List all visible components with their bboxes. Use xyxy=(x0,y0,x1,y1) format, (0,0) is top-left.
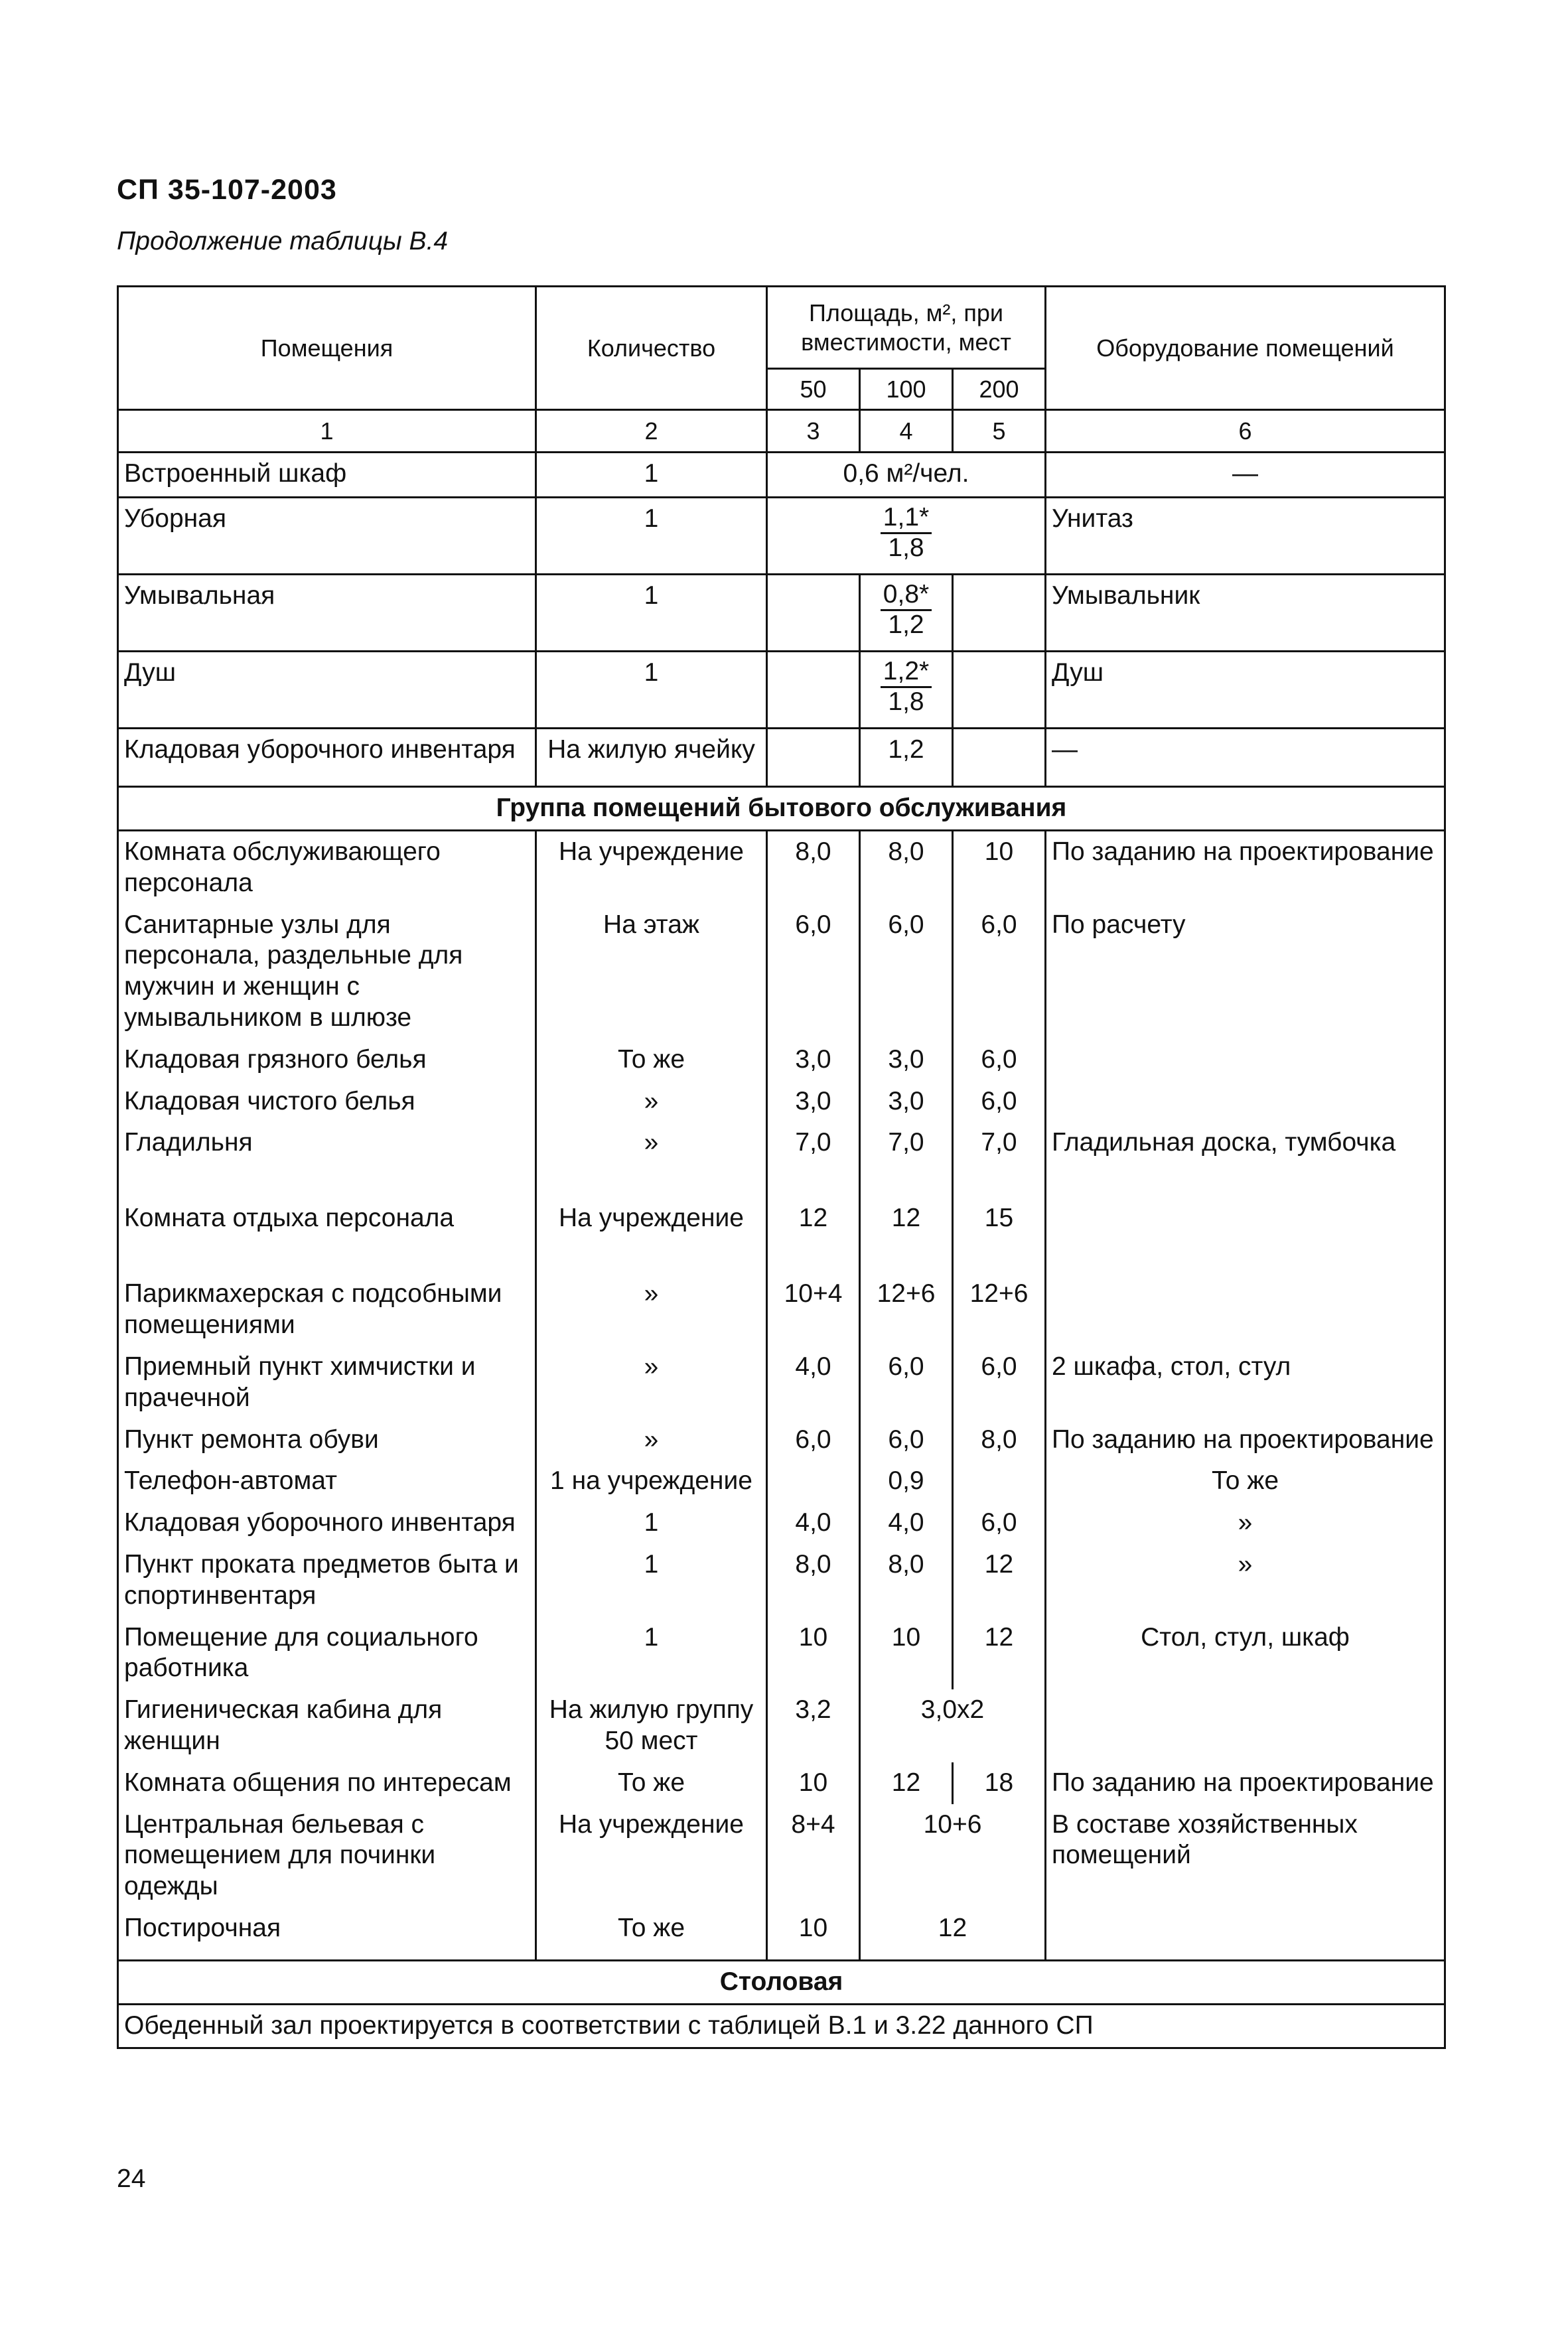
area-200 xyxy=(953,652,1046,729)
table-row xyxy=(118,1908,1445,1961)
column-number: 1 xyxy=(118,410,536,453)
table-row xyxy=(118,453,1445,498)
area-fraction xyxy=(881,504,932,563)
room-name: Комната обслуживающего персонала xyxy=(118,830,536,904)
room-equipment xyxy=(1046,1198,1445,1273)
table-row xyxy=(118,1419,1445,1461)
room-quantity: То же xyxy=(536,1762,767,1804)
room-quantity: 1 xyxy=(536,652,767,729)
area-200: 6,0 xyxy=(953,904,1046,1039)
header-capacity-200: 200 xyxy=(953,369,1046,410)
room-name: Встроенный шкаф xyxy=(118,453,536,498)
area-50 xyxy=(767,575,860,652)
group-header xyxy=(118,787,1445,831)
header-capacity-100: 100 xyxy=(860,369,953,410)
room-quantity: » xyxy=(536,1346,767,1419)
area-200: 15 xyxy=(953,1198,1046,1273)
room-equipment: Умывальник xyxy=(1046,575,1445,652)
table-row xyxy=(118,652,1445,729)
area-200: 6,0 xyxy=(953,1081,1046,1123)
area-100: 12 xyxy=(860,1762,953,1804)
room-equipment: По заданию на проектирование xyxy=(1046,1762,1445,1804)
area-50: 8,0 xyxy=(767,830,860,904)
room-name: Санитарные узлы для персонала, раздельные для мужчин и женщин с умывальником в шлюзе xyxy=(118,904,536,1039)
room-name: Центральная бельевая с помещением для починки одежды xyxy=(118,1804,536,1908)
table-row xyxy=(118,1804,1445,1908)
group-title: Группа помещений бытового обслуживания xyxy=(118,787,1445,831)
area-50: 3,2 xyxy=(767,1689,860,1762)
area-100: 6,0 xyxy=(860,1419,953,1461)
room-equipment xyxy=(1046,1039,1445,1081)
room-equipment xyxy=(1046,1081,1445,1123)
area-100: 6,0 xyxy=(860,1346,953,1419)
room-quantity: То же xyxy=(536,1908,767,1961)
room-name: Гигиеническая кабина для женщин xyxy=(118,1689,536,1762)
room-name: Помещение для социального работника xyxy=(118,1617,536,1690)
room-quantity: 1 xyxy=(536,1502,767,1544)
area-100: 7,0 xyxy=(860,1122,953,1198)
rooms-table xyxy=(117,285,1446,2049)
canteen-note-row xyxy=(118,2005,1445,2048)
header-equipment: Оборудование помещений xyxy=(1046,287,1445,410)
fraction-denominator: 1,8 xyxy=(888,533,924,563)
room-equipment: По расчету xyxy=(1046,904,1445,1039)
room-quantity: 1 xyxy=(536,1617,767,1690)
fraction-numerator: 1,2* xyxy=(881,658,932,688)
room-name: Пункт ремонта обуви xyxy=(118,1419,536,1461)
room-name: Комната отдыха персонала xyxy=(118,1198,536,1273)
area-100: 8,0 xyxy=(860,1544,953,1617)
room-equipment: То же xyxy=(1046,1460,1445,1502)
room-equipment xyxy=(1046,1689,1445,1762)
room-quantity: 1 xyxy=(536,453,767,498)
room-name: Постирочная xyxy=(118,1908,536,1961)
room-area: 0,6 м²/чел. xyxy=(767,453,1046,498)
room-quantity: На этаж xyxy=(536,904,767,1039)
table-row xyxy=(118,1762,1445,1804)
room-quantity: » xyxy=(536,1419,767,1461)
area-100-200: 12 xyxy=(860,1908,1046,1961)
table-row xyxy=(118,1544,1445,1617)
room-name: Пункт проката предметов быта и спортинвентаря xyxy=(118,1544,536,1617)
room-name: Парикмахерская с подсобными помещениями xyxy=(118,1273,536,1346)
fraction-numerator: 1,1* xyxy=(881,504,932,534)
room-quantity: » xyxy=(536,1122,767,1198)
room-name: Умывальная xyxy=(118,575,536,652)
room-equipment: » xyxy=(1046,1502,1445,1544)
area-50: 7,0 xyxy=(767,1122,860,1198)
room-name: Гладильня xyxy=(118,1122,536,1198)
table-row xyxy=(118,575,1445,652)
header-quantity: Количество xyxy=(536,287,767,410)
fraction-denominator: 1,8 xyxy=(888,687,924,717)
room-name: Уборная xyxy=(118,498,536,575)
area-200: 12+6 xyxy=(953,1273,1046,1346)
room-quantity: 1 xyxy=(536,498,767,575)
room-equipment: Унитаз xyxy=(1046,498,1445,575)
header-rooms: Помещения xyxy=(118,287,536,410)
area-50 xyxy=(767,729,860,787)
column-number: 6 xyxy=(1046,410,1445,453)
fraction-denominator: 1,2 xyxy=(888,610,924,640)
room-name: Комната общения по интересам xyxy=(118,1762,536,1804)
area-50: 8,0 xyxy=(767,1544,860,1617)
area-50: 10+4 xyxy=(767,1273,860,1346)
area-200: 6,0 xyxy=(953,1502,1046,1544)
area-200: 18 xyxy=(953,1762,1046,1804)
table-row xyxy=(118,1502,1445,1544)
area-100: 10 xyxy=(860,1617,953,1690)
area-200: 7,0 xyxy=(953,1122,1046,1198)
canteen-header xyxy=(118,1961,1445,2005)
column-number: 2 xyxy=(536,410,767,453)
area-100: 4,0 xyxy=(860,1502,953,1544)
area-100: 3,0 xyxy=(860,1039,953,1081)
table-row xyxy=(118,1198,1445,1273)
column-number: 4 xyxy=(860,410,953,453)
area-200 xyxy=(953,729,1046,787)
area-50: 10 xyxy=(767,1617,860,1690)
table-row xyxy=(118,1346,1445,1419)
room-equipment: Душ xyxy=(1046,652,1445,729)
area-50: 12 xyxy=(767,1198,860,1273)
page-number: 24 xyxy=(117,2164,146,2193)
table-row xyxy=(118,904,1445,1039)
room-quantity: На учреждение xyxy=(536,1804,767,1908)
room-equipment: По заданию на проектирование xyxy=(1046,830,1445,904)
table-row xyxy=(118,1460,1445,1502)
table-row xyxy=(118,830,1445,904)
room-equipment: Стол, стул, шкаф xyxy=(1046,1617,1445,1690)
area-100 xyxy=(860,575,953,652)
room-name: Кладовая уборочного инвентаря xyxy=(118,729,536,787)
area-50: 4,0 xyxy=(767,1346,860,1419)
table-row xyxy=(118,1039,1445,1081)
room-quantity: То же xyxy=(536,1039,767,1081)
area-200 xyxy=(953,575,1046,652)
room-quantity: На жилую ячейку xyxy=(536,729,767,787)
area-200 xyxy=(953,1460,1046,1502)
room-quantity: 1 xyxy=(536,1544,767,1617)
area-100: 12+6 xyxy=(860,1273,953,1346)
table-row xyxy=(118,1273,1445,1346)
area-50 xyxy=(767,1460,860,1502)
area-100: 1,2 xyxy=(860,729,953,787)
canteen-note: Обеденный зал проектируется в соответствии с таблицей В.1 и 3.22 данного СП xyxy=(118,2005,1445,2048)
area-100: 0,9 xyxy=(860,1460,953,1502)
canteen-title: Столовая xyxy=(118,1961,1445,2005)
room-equipment: В составе хозяйственных помещений xyxy=(1046,1804,1445,1908)
room-name: Приемный пункт химчистки и прачечной xyxy=(118,1346,536,1419)
area-fraction xyxy=(881,658,932,717)
room-equipment: Гладильная доска, тумбочка xyxy=(1046,1122,1445,1198)
area-100-200: 10+6 xyxy=(860,1804,1046,1908)
area-200: 12 xyxy=(953,1544,1046,1617)
area-50: 10 xyxy=(767,1762,860,1804)
table-row xyxy=(118,1689,1445,1762)
table-row xyxy=(118,1081,1445,1123)
table-row xyxy=(118,1122,1445,1198)
room-name: Кладовая уборочного инвентаря xyxy=(118,1502,536,1544)
room-name: Кладовая чистого белья xyxy=(118,1081,536,1123)
area-50: 6,0 xyxy=(767,1419,860,1461)
room-equipment: — xyxy=(1046,453,1445,498)
area-50: 8+4 xyxy=(767,1804,860,1908)
room-equipment xyxy=(1046,1273,1445,1346)
area-fraction xyxy=(881,581,932,640)
area-200: 8,0 xyxy=(953,1419,1046,1461)
document-code: СП 35-107-2003 xyxy=(117,174,337,206)
table-row xyxy=(118,1617,1445,1690)
area-200: 12 xyxy=(953,1617,1046,1690)
room-quantity: » xyxy=(536,1273,767,1346)
room-quantity: На учреждение xyxy=(536,1198,767,1273)
room-equipment xyxy=(1046,1908,1445,1961)
area-50: 6,0 xyxy=(767,904,860,1039)
room-quantity: На жилую группу 50 мест xyxy=(536,1689,767,1762)
area-50: 4,0 xyxy=(767,1502,860,1544)
room-equipment: » xyxy=(1046,1544,1445,1617)
room-equipment: 2 шкафа, стол, стул xyxy=(1046,1346,1445,1419)
room-quantity: 1 xyxy=(536,575,767,652)
table-caption: Продолжение таблицы В.4 xyxy=(117,227,449,255)
area-100: 3,0 xyxy=(860,1081,953,1123)
area-100 xyxy=(860,652,953,729)
room-name: Душ xyxy=(118,652,536,729)
column-number: 5 xyxy=(953,410,1046,453)
table-row xyxy=(118,498,1445,575)
room-name: Кладовая грязного белья xyxy=(118,1039,536,1081)
header-capacity-50: 50 xyxy=(767,369,860,410)
area-50 xyxy=(767,652,860,729)
area-100: 6,0 xyxy=(860,904,953,1039)
room-equipment: По заданию на проектирование xyxy=(1046,1419,1445,1461)
area-50: 3,0 xyxy=(767,1039,860,1081)
area-200: 10 xyxy=(953,830,1046,904)
area-100-200: 3,0х2 xyxy=(860,1689,1046,1762)
room-quantity: На учреждение xyxy=(536,830,767,904)
area-100: 12 xyxy=(860,1198,953,1273)
room-quantity: » xyxy=(536,1081,767,1123)
area-100: 8,0 xyxy=(860,830,953,904)
area-200: 6,0 xyxy=(953,1039,1046,1081)
table-row xyxy=(118,729,1445,787)
header-area: Площадь, м², при вместимости, мест xyxy=(767,287,1046,369)
fraction-numerator: 0,8* xyxy=(881,581,932,611)
room-equipment: — xyxy=(1046,729,1445,787)
room-quantity: 1 на учреждение xyxy=(536,1460,767,1502)
area-50: 10 xyxy=(767,1908,860,1961)
area-50: 3,0 xyxy=(767,1081,860,1123)
room-name: Телефон-автомат xyxy=(118,1460,536,1502)
column-number: 3 xyxy=(767,410,860,453)
room-area xyxy=(767,498,1046,575)
area-200: 6,0 xyxy=(953,1346,1046,1419)
